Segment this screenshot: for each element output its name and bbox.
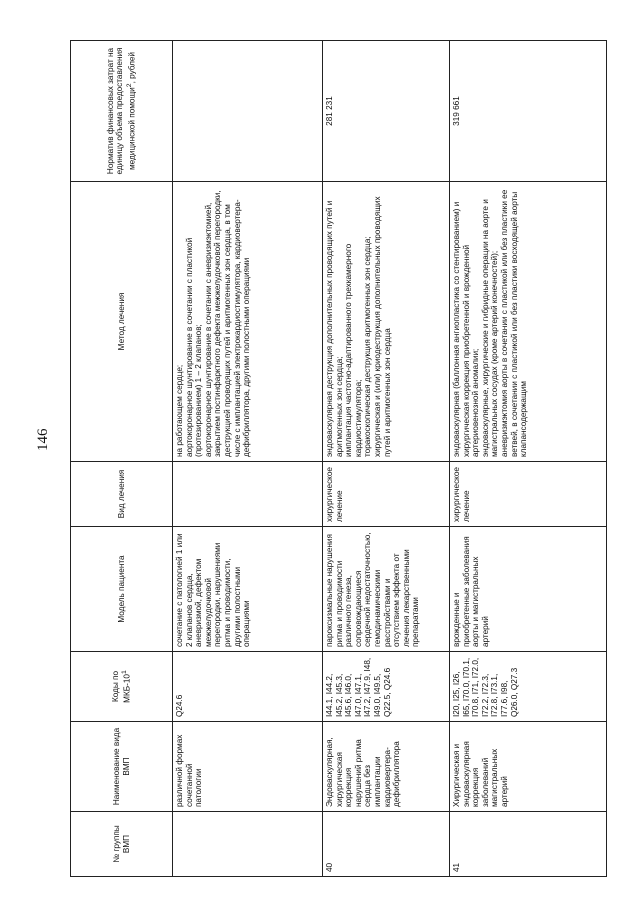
cell-group: 41 [450,812,607,877]
header-norm: Норматив финансовых затрат на единицу объема предоставления медицинской помощи$^2$, рублей [71,41,173,182]
header-row [71,41,173,877]
cell-name: различной формах сочетанной патологии [173,722,323,812]
cell-norm: 281 231 [323,41,450,182]
header-group: № группы ВМП [71,812,173,877]
cell-model: пароксизмальные нарушения ритма и проводимости различного генеза, сопровождающиеся сердечной недостаточностью, гемодинамическими расстройствами и отсутствием эффекта от лечения лекарственными препаратами [323,527,450,652]
header-method: Метод лечения [71,182,173,462]
table-row [450,41,607,877]
header-type: Вид лечения [71,462,173,527]
vmp-table [70,40,607,877]
header-codes: Коды по МКБ-$10^1$ [71,652,173,722]
cell-group [173,812,323,877]
cell-name: Хирургическая и эндоваскулярная коррекция заболеваний магистральных артерий [450,722,607,812]
cell-method: эндоваскулярная (баллонная ангиопластика со стентированием) и хирургическая коррекция приобретенной и врожденной артериовенозной аномалии; эндоваскулярные, хирургические и гибридные операции на аорте и магистральных сосудах (кроме артерий конечностей); аневризмэктомия аорты в сочетании с пластикой или без пластики ее ветвей, в сочетании с пластикой или без пластики восходящей аорты клапансодержащим [450,182,607,462]
cell-norm [173,41,323,182]
rotated-table-container [70,41,606,877]
table-row [173,41,323,877]
cell-codes: Q24.6 [173,652,323,722]
page-number: 146 [35,428,51,451]
table-row [323,41,450,877]
cell-method: на работающем сердце; аортокоронарное шунтирование в сочетании с пластикой (протезированием) 1 – 2 клапанов; аортокоронарное шунтирование в сочетании с аневризмэктомией, закрытием постинфарктного дефекта межжелудочковой перегородки, деструкцией проводящих путей и аритмогенных зон сердца, в том числе с имплантацией электрокардиостимулятора, кардиовертера-дефибриллятора, другими полостными операциями [173,182,323,462]
cell-type: хирургическое лечение [450,462,607,527]
cell-norm: 319 661 [450,41,607,182]
cell-method: эндоваскулярная деструкция дополнительных проводящих путей и аритмогенных зон сердца; имплантация частотно-адаптированного трехкамерного кардиостимулятора; торакоскопическая деструкция аритмогенных зон сердца; хирургическая и (или) криодеструкция дополнительных проводящих путей и аритмогенных зон сердца [323,182,450,462]
cell-type [173,462,323,527]
cell-model: врожденные и приобретенные заболевания аорты и магистральных артерий [450,527,607,652]
cell-type: хирургическое лечение [323,462,450,527]
cell-codes: I44.1, I44.2, I45.2, I45.3, I45.6, I46.0, I47.0, I47.1, I47.2, I47.9, I48, I49.0, I49.5, Q22.5, Q24.6 [323,652,450,722]
cell-name: Эндоваскулярная, хирургическая коррекция нарушений ритма сердца без имплантации кардиовертера-дефибриллятора [323,722,450,812]
header-model: Модель пациента [71,527,173,652]
header-name: Наименование вида ВМП [71,722,173,812]
cell-model: сочетание с патологией 1 или 2 клапанов сердца, аневризмой, дефектом межжелудочковой перегородки, нарушениями ритма и проводимости, другими полостными операциями [173,527,323,652]
cell-group: 40 [323,812,450,877]
cell-codes: I20, I25, I26, I65, I70.0, I70.1, I70.8, I71, I72.0, I72.2, I72.3, I72.8, I73.1, I77.6, I98, Q26.0, Q27.3 [450,652,607,722]
